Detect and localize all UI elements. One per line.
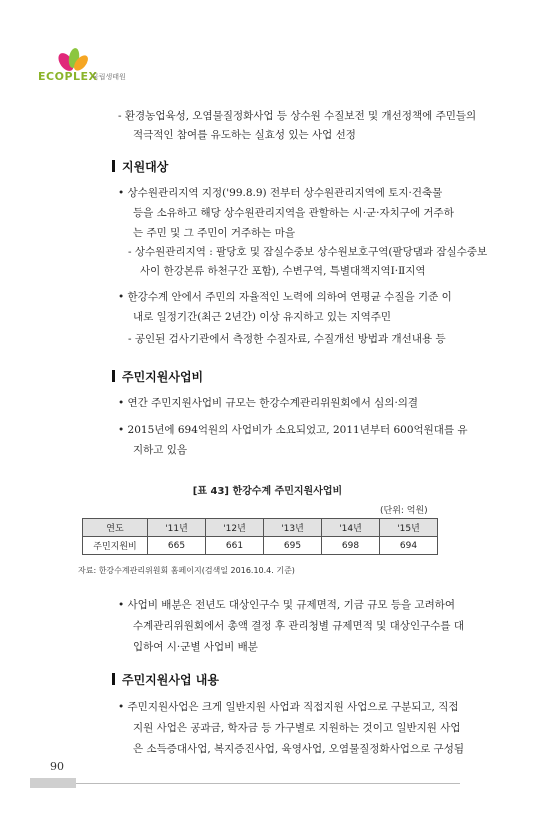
text-line: • 상수원관리지역 지정('99.8.9) 전부터 상수원관리지역에 토지·건축물 xyxy=(118,187,443,199)
logo-wordmark: ECOPLEX xyxy=(38,70,98,83)
text-line: 지하고 있음 xyxy=(133,444,188,456)
table-row xyxy=(83,537,438,555)
text-line: - 상수원관리지역 : 팔당호 및 잠실수중보 상수원보호구역(팔당댐과 잠실수중보 xyxy=(128,246,488,258)
section-heading-label: 주민지원사업 내용 xyxy=(122,673,219,687)
section-heading xyxy=(112,368,203,385)
table-header-cell: '14년 xyxy=(322,519,380,537)
table-source: 자료: 한강수계관리위원회 홈페이지(검색일 2016.10.4. 기준) xyxy=(78,566,295,575)
text-line: - 환경농업육성, 오염물질정화사업 등 상수원 수질보전 및 개선정책에 주민들의 xyxy=(118,110,477,122)
text-line: • 한강수계 안에서 주민의 자율적인 노력에 의하여 연평균 수질을 기준 이 xyxy=(118,291,452,303)
section-heading-label: 주민지원사업비 xyxy=(122,370,204,384)
text-line: • 연간 주민지원사업비 규모는 한강수계관리위원회에서 심의·의결 xyxy=(118,397,419,409)
table-cell: 694 xyxy=(380,537,438,555)
footer-bar xyxy=(30,778,76,788)
footer-line xyxy=(76,783,460,784)
table-header-cell: '12년 xyxy=(206,519,264,537)
table-unit: (단위: 억원) xyxy=(380,506,428,516)
table-header-cell: '11년 xyxy=(148,519,206,537)
text-line: 입하여 시·군별 사업비 배분 xyxy=(133,641,258,653)
table-cell: 661 xyxy=(206,537,264,555)
text-line: • 주민지원사업은 크게 일반지원 사업과 직접지원 사업으로 구분되고, 직접 xyxy=(118,701,459,713)
section-heading xyxy=(112,158,168,175)
section-heading-label: 지원대상 xyxy=(122,160,169,174)
text-line: 은 소득증대사업, 복지증진사업, 육영사업, 오염물질정화사업으로 구성됨 xyxy=(133,743,464,755)
table-cell: 698 xyxy=(322,537,380,555)
heading-marker xyxy=(112,370,115,382)
ecoplex-logo xyxy=(38,48,148,93)
text-line: 는 주민 및 그 주민이 거주하는 마을 xyxy=(133,227,296,239)
table-header-row xyxy=(83,519,438,537)
support-cost-table xyxy=(82,518,438,555)
text-line: • 2015년에 694억원의 사업비가 소요되었고, 2011년부터 600억원대를 유 xyxy=(118,424,468,436)
text-line: 수계관리위원회에서 총액 결정 후 관리청별 규제면적 및 대상인구수를 대 xyxy=(133,620,464,632)
table-cell: 주민지원비 xyxy=(83,537,148,555)
section-heading xyxy=(112,671,219,688)
text-line: 지원 사업은 공과금, 학자금 등 가구별로 지원하는 것이고 일반지원 사업 xyxy=(133,722,461,734)
page-number: 90 xyxy=(50,760,64,773)
table-cell: 695 xyxy=(264,537,322,555)
table-caption: [표 43] 한강수계 주민지원사업비 xyxy=(192,486,343,497)
text-line: • 사업비 배분은 전년도 대상인구수 및 규제면적, 기금 규모 등을 고려하여 xyxy=(118,599,456,611)
heading-marker xyxy=(112,673,115,685)
heading-marker xyxy=(112,160,115,172)
table-header-cell: '13년 xyxy=(264,519,322,537)
text-line: 적극적인 참여를 유도하는 실효성 있는 사업 선정 xyxy=(133,129,356,141)
table-header-cell: '15년 xyxy=(380,519,438,537)
text-line: 내로 일정기간(최근 2년간) 이상 유지하고 있는 지역주민 xyxy=(133,311,392,323)
text-line: 등을 소유하고 해당 상수원관리지역을 관할하는 시·군·자치구에 거주하 xyxy=(133,207,454,219)
table-cell: 665 xyxy=(148,537,206,555)
table-header-cell: 연도 xyxy=(83,519,148,537)
text-line: - 공인된 검사기관에서 측정한 수질자료, 수질개선 방법과 개선내용 등 xyxy=(128,333,446,345)
text-line: 사이 한강본류 하천구간 포함), 수변구역, 특별대책지역Ⅰ·Ⅱ지역 xyxy=(140,265,426,277)
logo-subtitle: 국립생태원 xyxy=(92,73,126,81)
